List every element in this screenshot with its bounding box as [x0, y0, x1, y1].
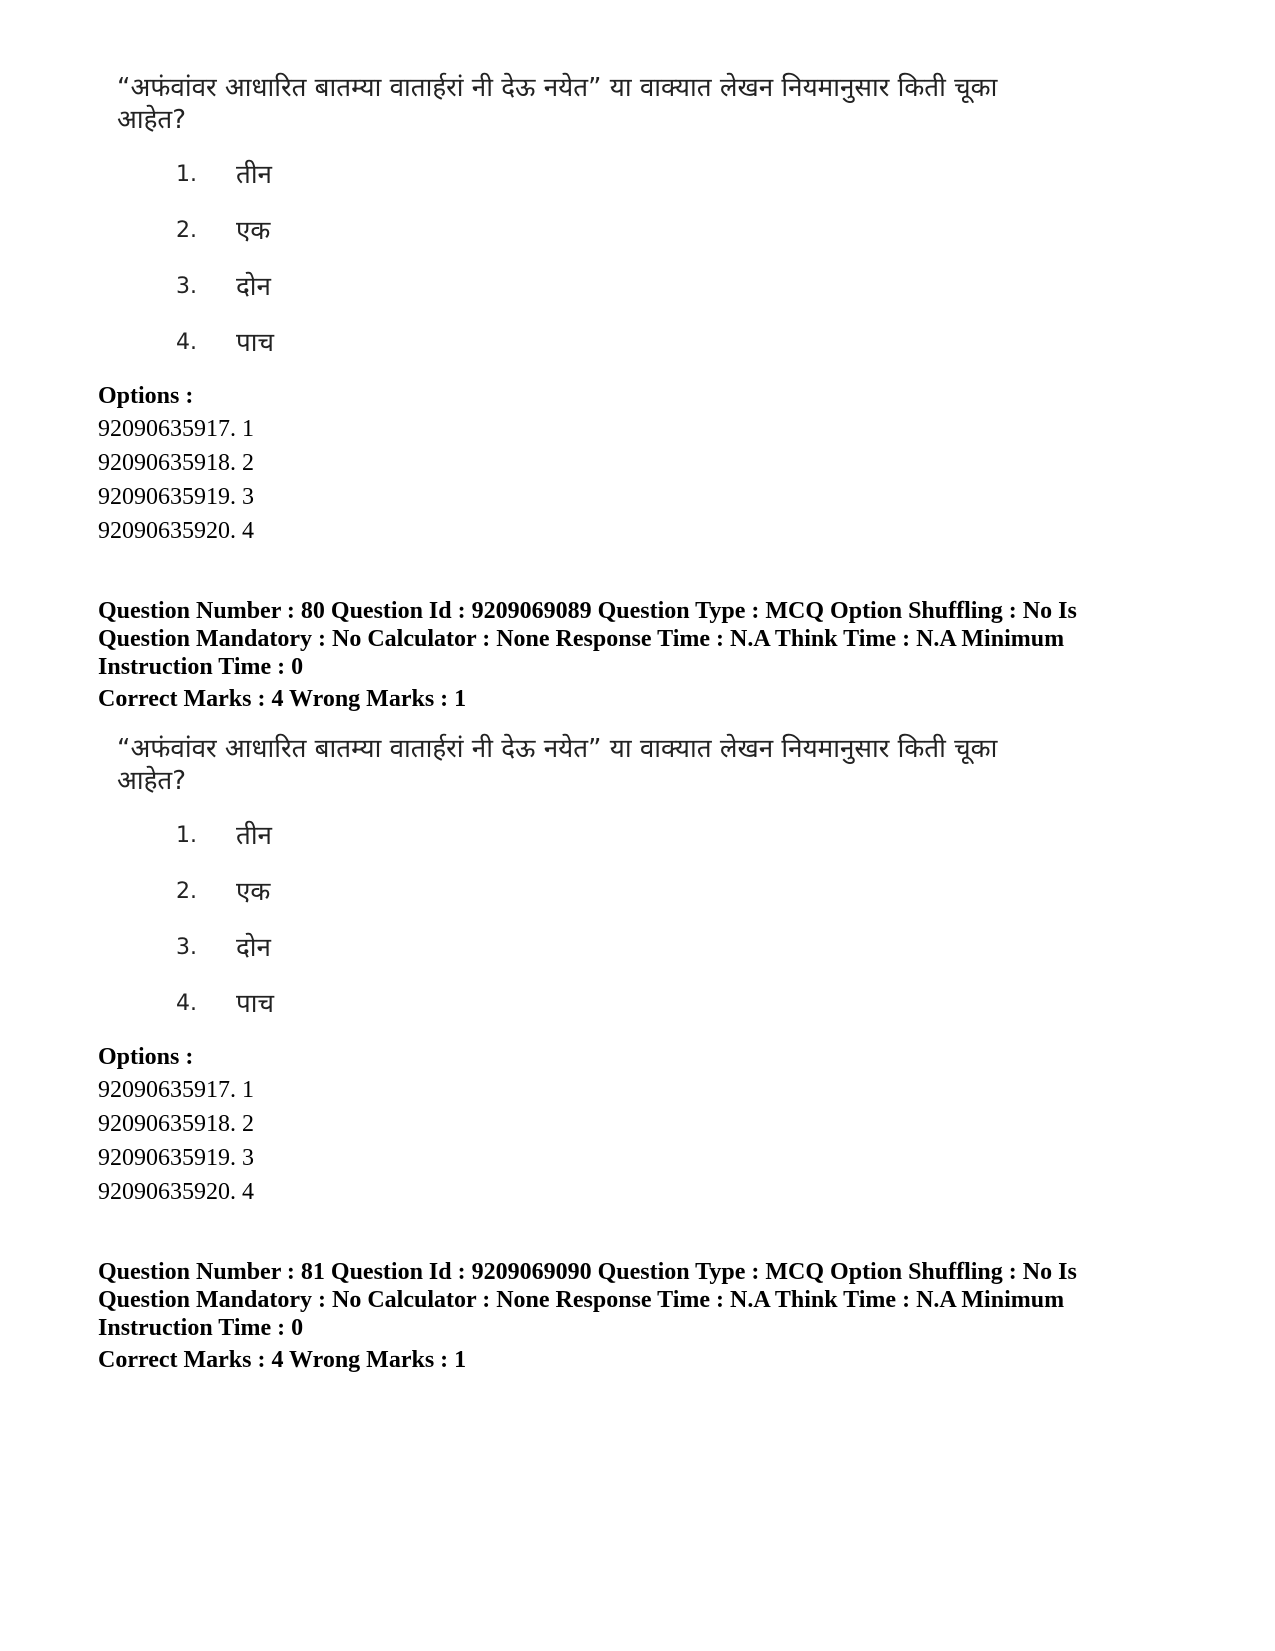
option-line: 92090635918. 2 [98, 450, 254, 476]
choice-text: एक [236, 216, 271, 246]
option-line: 92090635920. 4 [98, 1179, 254, 1205]
option-line: 92090635918. 2 [98, 1111, 254, 1137]
choice-text: पाच [236, 328, 275, 358]
option-line: 92090635919. 3 [98, 484, 254, 510]
question-meta: Question Number : 80 Question Id : 9209069089 Question Type : MCQ Option Shuffling : No Is Question Mandatory : No Calculator : None Response Time : N.A Think Time : N.A Minimum Instruction Time : 0 [98, 598, 1077, 680]
option-line: 92090635917. 1 [98, 1077, 254, 1103]
choice-text: दोन [236, 933, 271, 963]
choice-number: 4. [176, 991, 197, 1016]
choice-number: 2. [176, 879, 197, 904]
choice-number: 3. [176, 274, 197, 299]
options-label: Options : [98, 1044, 194, 1070]
choice-text: तीन [236, 160, 272, 190]
choice-number: 4. [176, 330, 197, 355]
question-text: “अफंवांवर आधारित बातम्या वातार्हरां नी देऊ नयेत” या वाक्यात लेखन नियमानुसार किती चूका आहेत? [117, 73, 998, 135]
option-line: 92090635917. 1 [98, 416, 254, 442]
choice-text: दोन [236, 272, 271, 302]
choice-text: तीन [236, 821, 272, 851]
option-line: 92090635919. 3 [98, 1145, 254, 1171]
choice-text: पाच [236, 989, 275, 1019]
choice-text: एक [236, 877, 271, 907]
options-label: Options : [98, 383, 194, 409]
choice-number: 1. [176, 823, 197, 848]
choice-number: 1. [176, 162, 197, 187]
choice-number: 2. [176, 218, 197, 243]
question-marks: Correct Marks : 4 Wrong Marks : 1 [98, 1347, 467, 1373]
question-marks: Correct Marks : 4 Wrong Marks : 1 [98, 686, 467, 712]
option-line: 92090635920. 4 [98, 518, 254, 544]
question-text: “अफंवांवर आधारित बातम्या वातार्हरां नी देऊ नयेत” या वाक्यात लेखन नियमानुसार किती चूका आहेत? [117, 734, 998, 796]
question-meta: Question Number : 81 Question Id : 9209069090 Question Type : MCQ Option Shuffling : No Is Question Mandatory : No Calculator : None Response Time : N.A Think Time : N.A Minimum Instruction Time : 0 [98, 1259, 1077, 1341]
choice-number: 3. [176, 935, 197, 960]
